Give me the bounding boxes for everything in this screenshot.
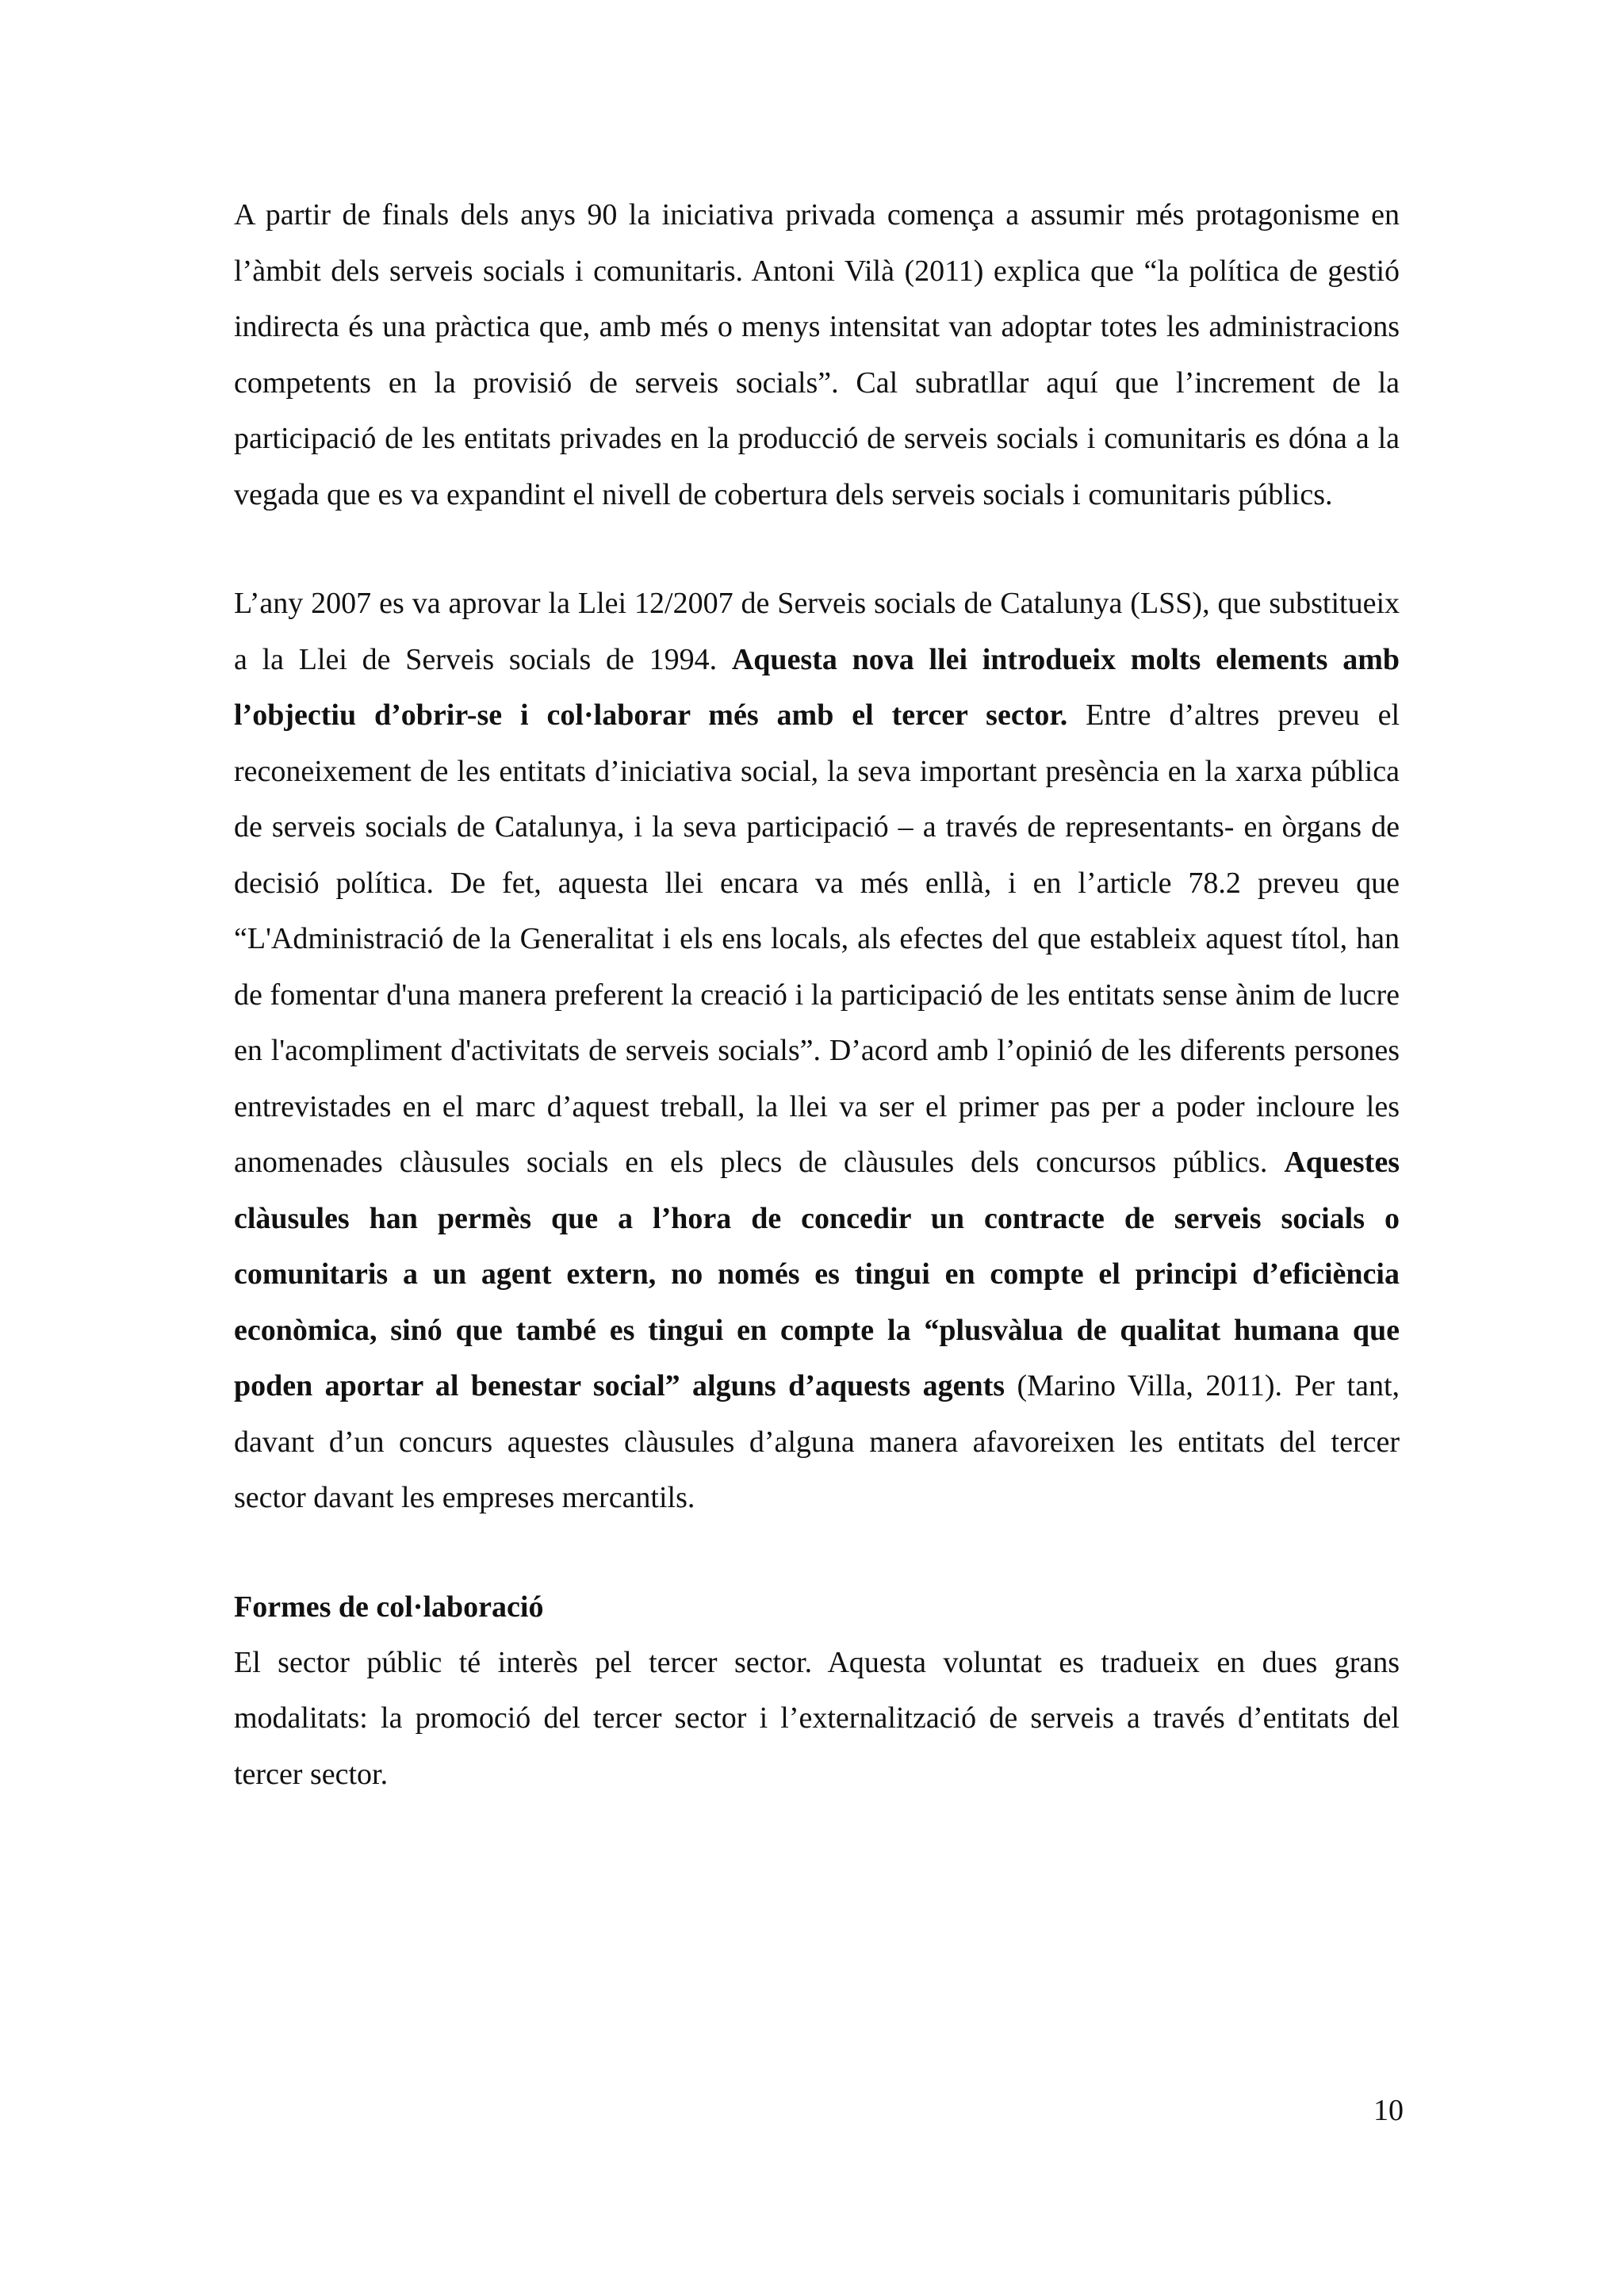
paragraph-spacer — [234, 1526, 1400, 1579]
document-body — [234, 187, 1400, 1802]
paragraph-spacer — [234, 522, 1400, 576]
paragraph-law-2007-bold-2: Aquestes clàusules han permès que a l’hora de concedir un contracte de serveis socials o comunitaris a un agent extern, no només es tingui en compte el principi d’eficiència econòmica, sinó que també es tingui en compte la “plusvàlua de qualitat humana que poden aportar al benestar social” alguns d’aquests agents — [234, 1146, 1400, 1402]
paragraph-law-2007 — [234, 576, 1400, 1526]
paragraph-law-2007-text-3: (Marino Villa, 2011). Per tant, davant d’un concurs aquestes clàusules d’alguna manera afavoreixen les entitats del tercer sector davant les empreses mercantils. — [234, 1369, 1400, 1514]
paragraph-law-2007-text-2: Entre d’altres preveu el reconeixement de les entitats d’iniciativa social, la seva important presència en la xarxa pública de serveis socials de Catalunya, i la seva participació – a través de representants- en òrgans de decisió política. De fet, aquesta llei encara va més enllà, i en l’article 78.2 preveu que “L'Administració de la Generalitat i els ens locals, als efectes del que estableix aquest títol, han de fomentar d'una manera preferent la creació i la participació de les entitats sense ànim de lucre en l'acompliment d'activitats de serveis socials”. D’acord amb l’opinió de les diferents persones entrevistades en el marc d’aquest treball, la llei va ser el primer pas per a poder incloure les anomenades clàusules socials en els plecs de clàusules dels concursos públics. — [234, 698, 1400, 1179]
paragraph-law-2007-bold-1: Aquesta nova llei introdueix molts elements amb l’objectiu d’obrir-se i col·laborar més amb el tercer sector. — [234, 642, 1400, 732]
paragraph-private-initiative: A partir de finals dels anys 90 la iniciativa privada comença a assumir més protagonisme en l’àmbit dels serveis socials i comunitaris. Antoni Vilà (2011) explica que “la política de gestió indirecta és una pràctica que, amb més o menys intensitat van adoptar totes les administracions competents en la provisió de serveis socials”. Cal subratllar aquí que l’increment de la participació de les entitats privades en la producció de serveis socials i comunitaris es dóna a la vegada que es va expandint el nivell de cobertura dels serveis socials i comunitaris públics. — [234, 198, 1400, 511]
paragraph-law-2007-text-1: L’any 2007 es va aprovar la Llei 12/2007 de Serveis socials de Catalunya (LSS), que substitueix a la Llei de Serveis socials de 1994. — [234, 587, 1400, 676]
paragraph-collaboration-forms: El sector públic té interès pel tercer sector. Aquesta voluntat es tradueix en dues grans modalitats: la promoció del tercer sector i l’externalització de serveis a través d’entitats del tercer sector. — [234, 1645, 1400, 1791]
section-heading: Formes de col·laboració — [234, 1590, 544, 1624]
page-number: 10 — [1373, 2094, 1404, 2127]
